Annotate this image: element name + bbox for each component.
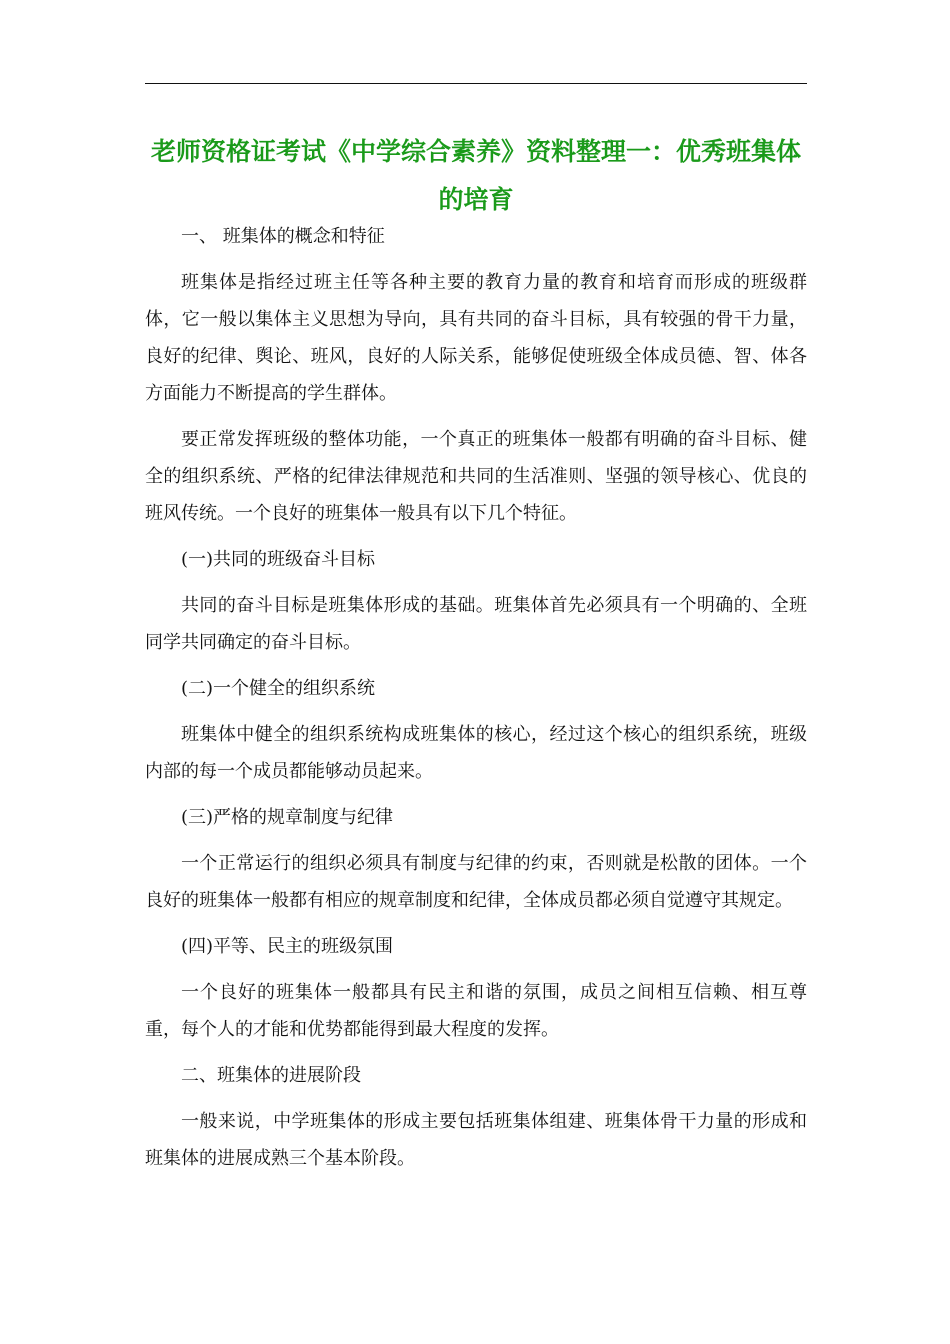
section-heading: 一、 班集体的概念和特征 [181,226,385,247]
paragraph: 一个正常运行的组织必须具有制度与纪律的约束，否则就是松散的团体。一个良好的班集体一般都有相应的规章制度和纪律，全体成员都必须自觉遵守其规定。 [145,853,807,911]
paragraph: 共同的奋斗目标是班集体形成的基础。班集体首先必须具有一个明确的、全班同学共同确定的奋斗目标。 [145,595,807,653]
document-title: 老师资格证考试《中学综合素养》资料整理一：优秀班集体的培育 [150,137,801,214]
subsection-heading: (二)一个健全的组织系统 [181,678,376,699]
paragraph: 班集体是指经过班主任等各种主要的教育力量的教育和培育而形成的班级群体，它一般以集体主义思想为导向，具有共同的奋斗目标，具有较强的骨干力量，良好的纪律、舆论、班风，良好的人际关系，能够促使班级全体成员德、智、体各方面能力不断提高的学生群体。 [145,272,807,404]
subsection-heading: (一)共同的班级奋斗目标 [181,549,376,570]
paragraph: 要正常发挥班级的整体功能，一个真正的班集体一般都有明确的奋斗目标、健全的组织系统、严格的纪律法律规范和共同的生活准则、坚强的领导核心、优良的班风传统。一个良好的班集体一般具有以下几个特征。 [145,429,807,524]
subsection-heading: (三)严格的规章制度与纪律 [181,807,394,828]
paragraph: 班集体中健全的组织系统构成班集体的核心，经过这个核心的组织系统，班级内部的每一个成员都能够动员起来。 [145,724,807,782]
paragraph: 一般来说，中学班集体的形成主要包括班集体组建、班集体骨干力量的形成和班集体的进展成熟三个基本阶段。 [145,1111,807,1169]
subsection-heading: (四)平等、民主的班级氛围 [181,936,394,957]
section-heading: 二、班集体的进展阶段 [181,1065,361,1086]
document-body [145,218,807,1186]
paragraph: 一个良好的班集体一般都具有民主和谐的氛围，成员之间相互信赖、相互尊重，每个人的才能和优势都能得到最大程度的发挥。 [145,982,807,1040]
header-rule [145,83,807,84]
